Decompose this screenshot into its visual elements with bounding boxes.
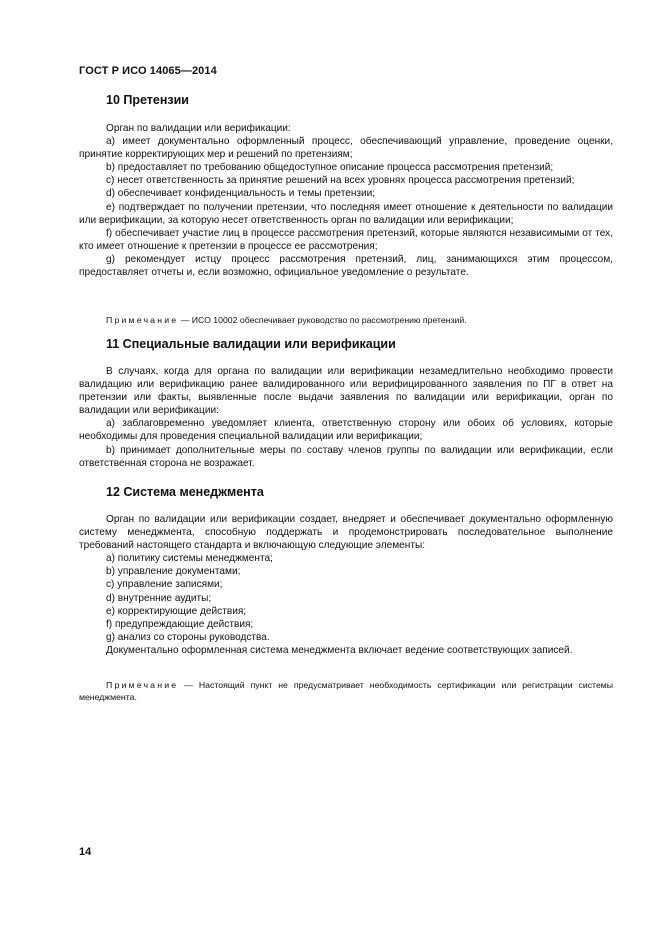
note-text: — Настоящий пункт не предусматривает необходимость сертификации или регистрации системы менеджмента. [79, 680, 613, 702]
section-10-note [79, 314, 613, 326]
section-10-item-f: f) обеспечивает участие лиц в процессе рассмотрения претензий, которые являются независимыми от тех, кто имеет отношение к претензии в процессе ее рассмотрения; [79, 227, 613, 252]
section-12-intro: Орган по валидации или верификации создает, внедряет и обеспечивает документально оформленную систему менеджмента, способную поддержать и продемонстрировать последовательное выполнение требований настоящего стандарта и включающую следующие элементы: [79, 514, 613, 552]
section-10-body [79, 122, 613, 279]
section-10-item-e: e) подтверждает по получении претензии, что последняя имеет отношение к деятельности по валидации или верификации, за которую несет ответственность орган по валидации или верификации; [79, 201, 613, 226]
section-11-item-a: a) заблаговременно уведомляет клиента, ответственную сторону или обоих об условиях, которые необходимы для проведения специальной валидации или верификации; [79, 418, 613, 443]
section-10-heading: 10 Претензии [106, 93, 189, 107]
section-12-item-d: d) внутренние аудиты; [106, 592, 212, 604]
standard-header: ГОСТ Р ИСО 14065—2014 [79, 65, 217, 77]
section-12-item-c: c) управление записями; [106, 579, 223, 591]
note-label: Примечание [106, 315, 179, 325]
section-11-heading: 11 Специальные валидации или верификации [106, 337, 396, 351]
section-10-item-g: g) рекомендует истцу процесс рассмотрения претензий, лиц, занимающихся этим процессом, предоставляет отчеты и, если возможно, официальное уведомление о результате. [79, 253, 613, 279]
section-12-closing: Документально оформленная система менеджмента включает ведение соответствующих записей. [106, 644, 573, 656]
section-10-item-b: b) предоставляет по требованию общедоступное описание процесса рассмотрения претензий; [106, 162, 554, 174]
section-10-intro: Орган по валидации или верификации: [106, 123, 291, 134]
note-text: — ИСО 10002 обеспечивает руководство по рассмотрению претензий. [178, 315, 467, 325]
section-10-item-d: d) обеспечивает конфиденциальность и темы претензии; [106, 188, 376, 200]
section-11-item-b: b) принимает дополнительные меры по составу членов группы по валидации или верификации, если ответственная сторона не возражает. [79, 444, 613, 469]
section-12-note [79, 679, 613, 703]
section-12-item-b: b) управление документами; [106, 566, 241, 578]
section-12-item-e: e) корректирующие действия; [106, 605, 247, 617]
section-10-item-c: c) несет ответственность за принятие решений на всех уровнях процесса рассмотрения претензий; [106, 175, 575, 187]
section-12-item-g: g) анализ со стороны руководства. [106, 631, 270, 643]
note-label: Примечание [106, 680, 179, 690]
section-12-body [79, 513, 613, 657]
section-12-item-a: a) политику системы менеджмента; [106, 553, 273, 565]
section-11-intro: В случаях, когда для органа по валидации или верификации незамедлительно необходимо провести валидацию или верификацию ранее валидированного или верифицированного заявления по ПГ в ответ на претензии или факты, выявленные после выдачи заявления по валидации или верификации, орган по валидации или верификации: [79, 366, 613, 417]
section-12-heading: 12 Система менеджмента [106, 485, 264, 499]
section-10-item-a: a) имеет документально оформленный процесс, обеспечивающий управление, проведение оценки, принятие корректирующих мер и решений по претензиям; [79, 136, 613, 161]
section-11-body [79, 365, 613, 470]
page-number: 14 [79, 846, 92, 858]
section-12-item-f: f) предупреждающие действия; [106, 618, 254, 630]
